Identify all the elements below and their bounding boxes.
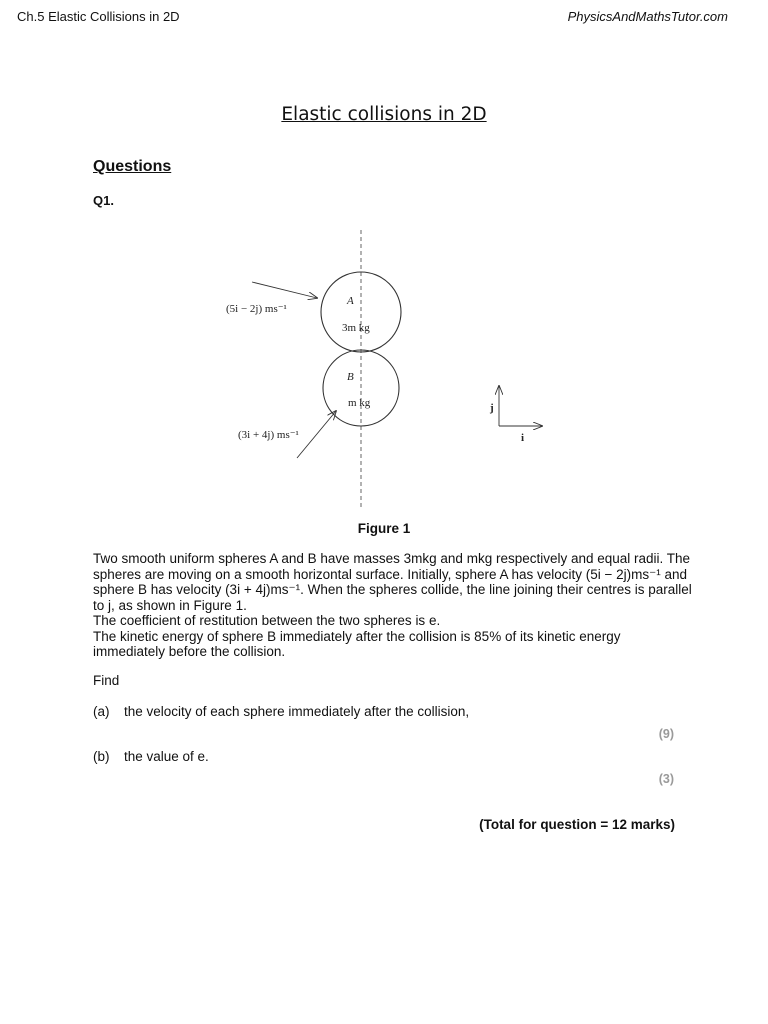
part-b-text: the value of e. — [124, 749, 209, 764]
axis-j-label: j — [490, 402, 494, 414]
figure-caption: Figure 1 — [357, 521, 411, 536]
question-stem — [93, 551, 693, 660]
stem-paragraph-1: Two smooth uniform spheres A and B have masses 3mkg and mkg respectively and equal radii. The spheres are moving on a smooth horizontal surface. Initially, sphere A has velocity (5i − 2j)ms⁻¹ and sphere B has velocity (3i + 4j)ms⁻¹. When the spheres collide, the line joining their centres is parallel to j, as shown in Figure 1. — [93, 551, 692, 613]
part-a-text: the velocity of each sphere immediately after the collision, — [124, 704, 470, 719]
velocity-a-arrow — [252, 282, 317, 298]
stem-paragraph-2: The coefficient of restitution between the two spheres is e. — [93, 613, 441, 628]
axis-i-label: i — [521, 432, 525, 444]
sphere-a — [321, 272, 401, 352]
part-a-marks: (9) — [658, 727, 674, 741]
page-title: Elastic collisions in 2D — [281, 104, 487, 125]
stem-paragraph-3: The kinetic energy of sphere B immediately after the collision is 85% of its kinetic energy immediately before the collision. — [93, 628, 621, 659]
section-heading: Questions — [93, 158, 172, 175]
velocity-a-label: (5i − 2j) ms⁻¹ — [226, 303, 287, 315]
part-a-label: (a) — [93, 704, 110, 719]
part-b — [93, 749, 209, 764]
sphere-b-label: B — [347, 371, 354, 383]
part-b-marks: (3) — [658, 772, 674, 786]
header-site-name: PhysicsAndMathsTutor.com — [567, 9, 728, 24]
sphere-a-mass: 3m kg — [342, 322, 370, 334]
part-b-label: (b) — [93, 749, 110, 764]
part-a — [93, 704, 469, 719]
question-number: Q1. — [93, 193, 114, 208]
velocity-b-label: (3i + 4j) ms⁻¹ — [238, 429, 299, 441]
find-label: Find — [93, 673, 120, 688]
total-marks: (Total for question = 12 marks) — [479, 817, 675, 832]
header-chapter-title: Ch.5 Elastic Collisions in 2D — [17, 9, 180, 24]
velocity-b-arrow — [297, 411, 336, 458]
sphere-a-label: A — [347, 295, 354, 307]
sphere-b-mass: m kg — [348, 397, 371, 409]
